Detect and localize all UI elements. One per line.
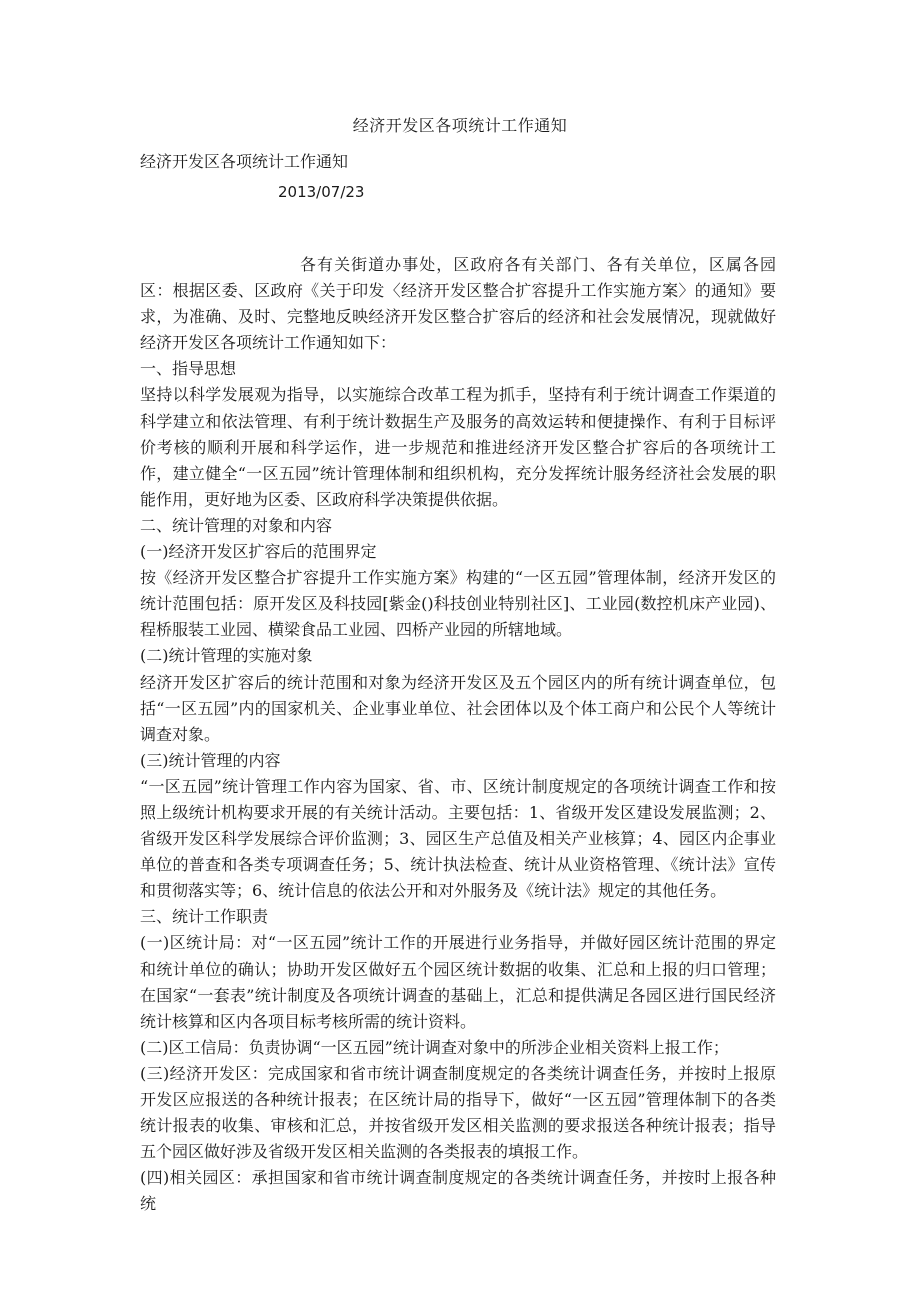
section-heading: 一、指导思想 [140, 359, 237, 379]
paragraph: 经济开发区扩容后的统计范围和对象为经济开发区及五个园区内的所有统计调查单位，包括“一区五园”内的国家机关、企业事业单位、社会团体以及个体工商户和公民个人等统计调查对象。 [140, 672, 776, 744]
paragraph: 按《经济开发区整合扩容提升工作实施方案》构建的“一区五园”管理体制，经济开发区的统计范围包括：原开发区及科技园[紫金()科技创业特别社区]、工业园(数控机床产业园)、程桥服装工业园、横梁食品工业园、四桥产业园的所辖地域。 [140, 568, 776, 640]
document-body [140, 252, 776, 1217]
paragraph: “一区五园”统计管理工作内容为国家、省、市、区统计制度规定的各项统计调查工作和按照上级统计机构要求开展的有关统计活动。主要包括：1、省级开发区建设发展监测；2、省级开发区科学发展综合评价监测；3、园区生产总值及相关产业核算；4、园区内企事业单位的普查和各类专项调查任务；5、统计执法检查、统计从业资格管理、《统计法》宣传和贯彻落实等；6、统计信息的依法公开和对外服务及《统计法》规定的其他任务。 [140, 776, 776, 901]
document-subtitle: 经济开发区各项统计工作通知 [140, 152, 349, 171]
paragraph: (一)区统计局：对“一区五园”统计工作的开展进行业务指导，并做好园区统计范围的界定和统计单位的确认；协助开发区做好五个园区统计数据的收集、汇总和上报的归口管理；在国家“一套表”统计制度及各项统计调查的基础上，汇总和提供满足各园区进行国民经济统计核算和区内各项目标考核所需的统计资料。 [140, 933, 776, 1031]
subsection-heading: (二)统计管理的实施对象 [140, 646, 313, 666]
paragraph: (三)经济开发区：完成国家和省市统计调查制度规定的各类统计调查任务，并按时上报原开发区应报送的各种统计报表；在区统计局的指导下，做好“一区五园”管理体制下的各类统计报表的收集、审核和汇总，并按省级开发区相关监测的要求报送各种统计报表；指导五个园区做好涉及省级开发区相关监测的各类报表的填报工作。 [140, 1063, 776, 1162]
document-date: 2013/07/23 [278, 183, 365, 201]
paragraph: 坚持以科学发展观为指导，以实施综合改革工程为抓手，坚持有利于统计调查工作渠道的科学建立和依法管理、有利于统计数据生产及服务的高效运转和便捷操作、有利于目标评价考核的顺利开展和科学运作，进一步规范和推进经济开发区整合扩容后的各项统计工作，建立健全“一区五园”统计管理体制和组织机构，充分发挥统计服务经济社会发展的职能作用，更好地为区委、区政府科学决策提供依据。 [140, 385, 776, 509]
subsection-heading: (一)经济开发区扩容后的范围界定 [140, 542, 377, 562]
document-title: 经济开发区各项统计工作通知 [352, 116, 568, 135]
section-heading: 三、统计工作职责 [140, 907, 269, 927]
paragraph: (四)相关园区：承担国家和省市统计调查制度规定的各类统计调查任务，并按时上报各种统 [140, 1168, 776, 1214]
subsection-heading: (三)统计管理的内容 [140, 750, 281, 770]
section-heading: 二、统计管理的对象和内容 [140, 515, 333, 535]
paragraph-greeting: 各有关街道办事处，区政府各有关部门、各有关单位，区属各园区：根据区委、区政府《关于印发〈经济开发区整合扩容提升工作实施方案〉的通知》要求，为准确、及时、完整地反映经济开发区整合扩容后的经济和社会发展情况，现就做好经济开发区各项统计工作通知如下： [140, 255, 776, 353]
paragraph: (二)区工信局：负责协调“一区五园”统计调查对象中的所涉企业相关资料上报工作； [140, 1037, 729, 1057]
